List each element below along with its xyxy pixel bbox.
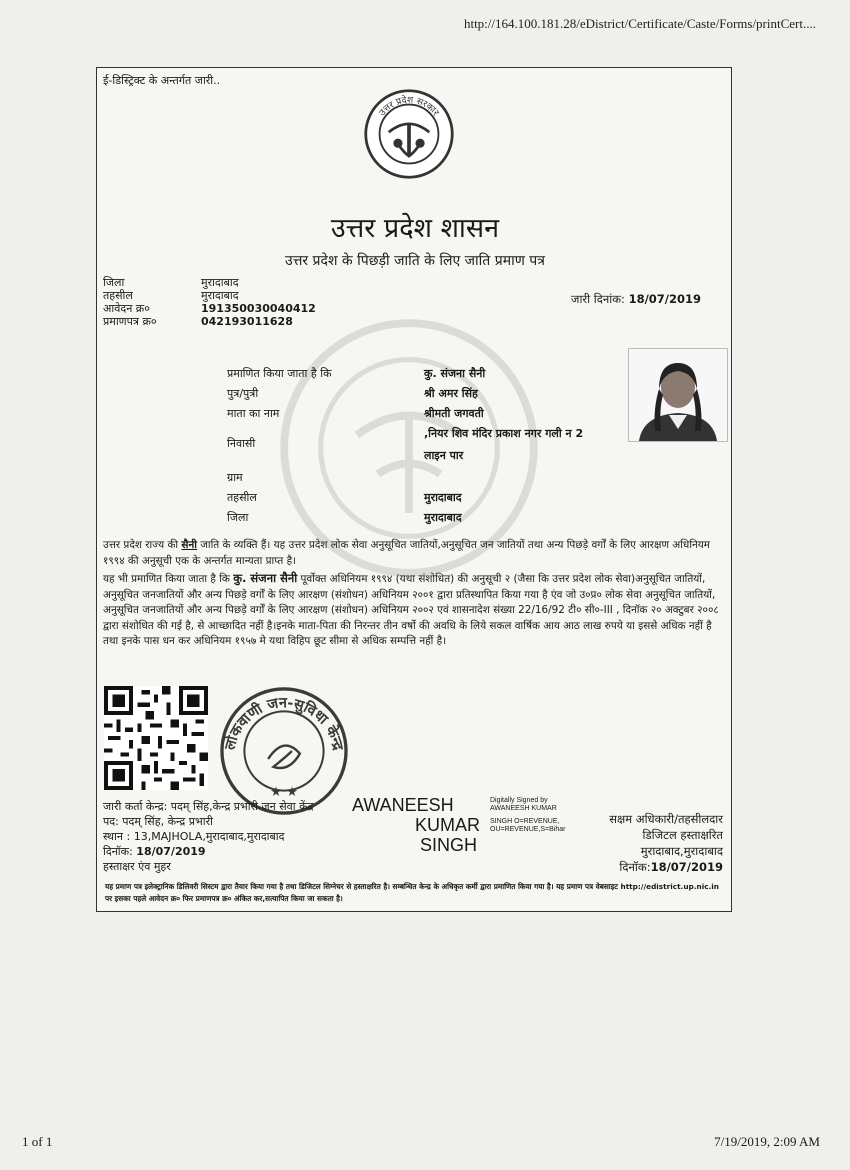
field-label: जिला bbox=[227, 511, 249, 524]
kendra-seal bbox=[218, 685, 350, 817]
page-count: 1 of 1 bbox=[22, 1134, 53, 1149]
meta-label: प्रमाणपत्र क्र० bbox=[103, 315, 157, 328]
declaration-paragraph: यह भी प्रमाणित किया जाता है कि कु. संजना सैनी पूर्वोक्त अधिनियम १९९४ (यथा संशोधित) की अनुसूची २ (जैसा कि उत्तर प्रदेश लोक सेवा)अनुसूचित जातियों, अनुसूचित जनजातियों और अन्य पिछड़े वर्गों के लिए आरक्षण (संशोधन) अधिनियम २००१ द्वारा प्रतिस्थापित किया गया है एंव जो उ०प्र० लोक सेवा अनुसूचित जातियों, अनुसूचित जनजातियों और अन्य पिछड़े वर्गों के लिए आरक्षण (संशोधन) अधिनियम २००२ एवं शासनादेश संख्या 22/16/92 टी० सी०-III , दिनॉक २० अक्टुबर २००८ द्वारा संशोधित की गई है, से आच्छादित नहीं है।इनके माता-पिता की निरन्तर तीन वर्षो की अवधि के लिये सकल वार्षिक आय आठ लाख रुपये या इससे अधिक नहीं है तथा इनके पास धन कर अधिनियम १९५७ मे यथा विहिप छूट सीमा से अधिक सम्पत्ति नहीं है। bbox=[103, 571, 719, 647]
field-label: प्रमाणित किया जाता है कि bbox=[227, 367, 332, 380]
qr-code bbox=[104, 686, 208, 790]
address-line-2: लाइन पार bbox=[424, 449, 464, 462]
field-label: तहसील bbox=[227, 491, 257, 504]
svg-text:★ ★: ★ ★ bbox=[270, 784, 298, 800]
caste-name: सैनी bbox=[181, 539, 197, 551]
certificate-number: 042193011628 bbox=[201, 315, 293, 328]
field-label: माता का नाम bbox=[227, 407, 280, 420]
certificate-subtitle: उत्तर प्रदेश के पिछड़ी जाति के लिए जाति प्रमाण पत्र bbox=[285, 253, 545, 269]
field-label: पुत्र/पुत्री bbox=[227, 387, 259, 400]
field-label: निवासी bbox=[227, 437, 256, 450]
officer-signed: डिजिटल हस्ताक्षरित bbox=[642, 828, 723, 842]
up-govt-emblem bbox=[363, 88, 455, 180]
svg-text:लोकवाणी जन-सुविधा केन्द्र bbox=[220, 695, 346, 753]
applicant-details bbox=[97, 366, 733, 536]
district-value: मुरादाबाद bbox=[424, 511, 462, 524]
issuer-block bbox=[103, 799, 313, 874]
application-number: 191350030040412 bbox=[201, 302, 316, 315]
meta-label: आवेदन क्र० bbox=[103, 302, 150, 315]
applicant-name: कु. संजना सैनी bbox=[424, 367, 486, 380]
issuer-place: स्थान : 13,MAJHOLA,मुरादाबाद,मुरादाबाद bbox=[103, 830, 285, 843]
meta-value: मुरादाबाद bbox=[201, 289, 239, 302]
caste-certificate: ई-डिस्ट्रिक्ट के अन्तर्गत जारी.. उत्तर प्रदेश सरकार उत्तर प्रदेश शासन उत्तर प्रदेश के पिछड़ी जाति के लिए जाति प्रमाण पत्र जिला मुरादाबाद तहसील मुरादाबाद आवेदन क्र० 191350030040412 प्रमाणपत्र क्र० 042193011628 जारी दिनांक: 18/07/2019 प्रमाणित किया जाता है कि कु. संजना सैनी पुत्र/पुत्री श्री अमर सिंह माता का नाम श्रीमती जगवती ,नियर शिव मंदिर प्रकाश नगर गली न 2 निवासी लाइन पार ग्राम तहसील मुरादाबाद जिला मुरादाबाद उत्तर प्रदेश राज्य की सैनी जाति के व्यक्ति हैं। यह उत्तर प्रदेश लोक सेवा अनुसूचित जातियों,अनुसूचित जन जातियों तथा अन्य पिछड़े वर्गों के लिए आरक्षण अधिनियम १९९४ की अनुसूची एक के अन्तर्गत मान्यता प्राप्त है। यह भी प्रमाणित किया जाता है कि कु. संजना सैनी पूर्वोक्त अधिनियम १९९४ (यथा संशोधित) की अनुसूची २ (जैसा कि उत्तर प्रदेश लोक सेवा)अनुसूचित जातियों, अनुसूचित जनजातियों और अन्य पिछड़े वर्गों के लिए आरक्षण (संशोधन) अधिनियम २००१ द्वारा प्रतिस्थापित किया गया है एंव जो उ०प्र० लोक सेवा अनुसूचित जातियों, अनुसूचित जनजातियों और अन्य पिछड़े वर्गों के लिए आरक्षण (संशोधन) अधिनियम २००२ एवं शासनादेश संख्या 22/16/92 टी० सी०-III , दिनॉक २० अक्टुबर २००८ द्वारा संशोधित की गई है, से आच्छादित नहीं है।इनके माता-पिता की निरन्तर तीन वर्षो की अवधि के लिये सकल वार्षिक आय आठ लाख रुपये या इससे अधिक नहीं है तथा इनके पास धन कर अधिनियम १९५७ मे यथा विहिप छूट सीमा से अधिक सम्पत्ति नहीं है। लोकवाणी जन-सुविधा केन्द्र ★ ★ जारी कर्ता केन्द्र: पदम् सिंह,केन्द्र प्रभारी जन सेवा केंद्र पद: पदम् सिंह, केन्द्र प्रभारी स्थान : 13,MAJHOLA,मुरादाबाद,मुरादाबाद दिनॉक: 18/07/2019 हस्ताक्षर एंव मुहर AWANEESH KUMAR SINGH Digitally Signed by AWANEESH KUMAR SINGH O=REVENUE, OU=REVENUE,S=Bihar सक्षम अधिकारी/तहसीलदार डिजिटल हस्ताक्षरित मुरादाबाद,मुरादाबाद दिनॉक:18/07/2019 यह प्रमाण पत्र इलेक्ट्रानिक डिलिवरी सिस्टम द्वारा तैयार किया गया है तथा डिजिटल सिग्नेचर से हस्ताक्षरित है। सम्बन्धित केन्द्र के अधिकृत कर्मी द्वारा प्रमाणित किया गया है। यह प्रमाण पत्र वेबसाइट http://edistrict.up.nic.in पर इसका पहले आवेदन क्र० फिर प्रमाणपत्र क्र० अंकित कर,सत्यापित किया जा सकता है। bbox=[96, 67, 732, 912]
officer-block bbox=[609, 811, 723, 875]
govt-title: उत्तर प्रदेश शासन bbox=[330, 213, 500, 244]
issuer-date: दिनॉक: 18/07/2019 bbox=[103, 845, 206, 858]
footer-note: यह प्रमाण पत्र इलेक्ट्रानिक डिलिवरी सिस्टम द्वारा तैयार किया गया है तथा डिजिटल सिग्नेचर से हस्ताक्षरित है। सम्बन्धित केन्द्र के अधिकृत कर्मी द्वारा प्रमाणित किया गया है। यह प्रमाण पत्र वेबसाइट http://edistrict.up.nic.in पर इसका पहले आवेदन क्र० फिर प्रमाणपत्र क्र० अंकित कर,सत्यापित किया जा सकता है। bbox=[105, 882, 720, 903]
meta-value: मुरादाबाद bbox=[201, 276, 239, 289]
field-label: ग्राम bbox=[227, 471, 243, 484]
issuer-post: पद: पदम् सिंह, केन्द्र प्रभारी bbox=[103, 815, 213, 828]
issuer-centre: जारी कर्ता केन्द्र: पदम् सिंह,केन्द्र प्रभारी जन सेवा केंद्र bbox=[103, 800, 314, 813]
officer-title: सक्षम अधिकारी/तहसीलदार bbox=[609, 812, 723, 826]
emblem-text: उत्तर प्रदेश सरकार bbox=[376, 94, 442, 119]
officer-date: दिनॉक:18/07/2019 bbox=[619, 860, 723, 874]
header-note: ई-डिस्ट्रिक्ट के अन्तर्गत जारी.. bbox=[103, 74, 221, 87]
print-datetime: 7/19/2019, 2:09 AM bbox=[714, 1134, 820, 1149]
meta-label: जिला bbox=[103, 276, 125, 289]
seal-text: लोकवाणी जन-सुविधा केन्द्र bbox=[222, 695, 346, 752]
father-name: श्री अमर सिंह bbox=[424, 387, 478, 400]
issue-date: जारी दिनांक: 18/07/2019 bbox=[570, 292, 701, 306]
print-url: http://164.100.181.28/eDistrict/Certificate/Caste/Forms/printCert.... bbox=[463, 16, 816, 31]
issuer-sign-label: हस्ताक्षर एंव मुहर bbox=[103, 860, 171, 873]
meta-label: तहसील bbox=[103, 289, 133, 302]
tehsil-value: मुरादाबाद bbox=[424, 491, 462, 504]
officer-location: मुरादाबाद,मुरादाबाद bbox=[640, 844, 723, 858]
address-line-1: ,नियर शिव मंदिर प्रकाश नगर गली न 2 bbox=[424, 427, 584, 440]
caste-paragraph: उत्तर प्रदेश राज्य की सैनी जाति के व्यक्ति हैं। यह उत्तर प्रदेश लोक सेवा अनुसूचित जातियों,अनुसूचित जन जातियों तथा अन्य पिछड़े वर्गों के लिए आरक्षण अधिनियम १९९४ की अनुसूची एक के अन्तर्गत मान्यता प्राप्त है। bbox=[103, 539, 711, 567]
mother-name: श्रीमती जगवती bbox=[424, 407, 484, 420]
